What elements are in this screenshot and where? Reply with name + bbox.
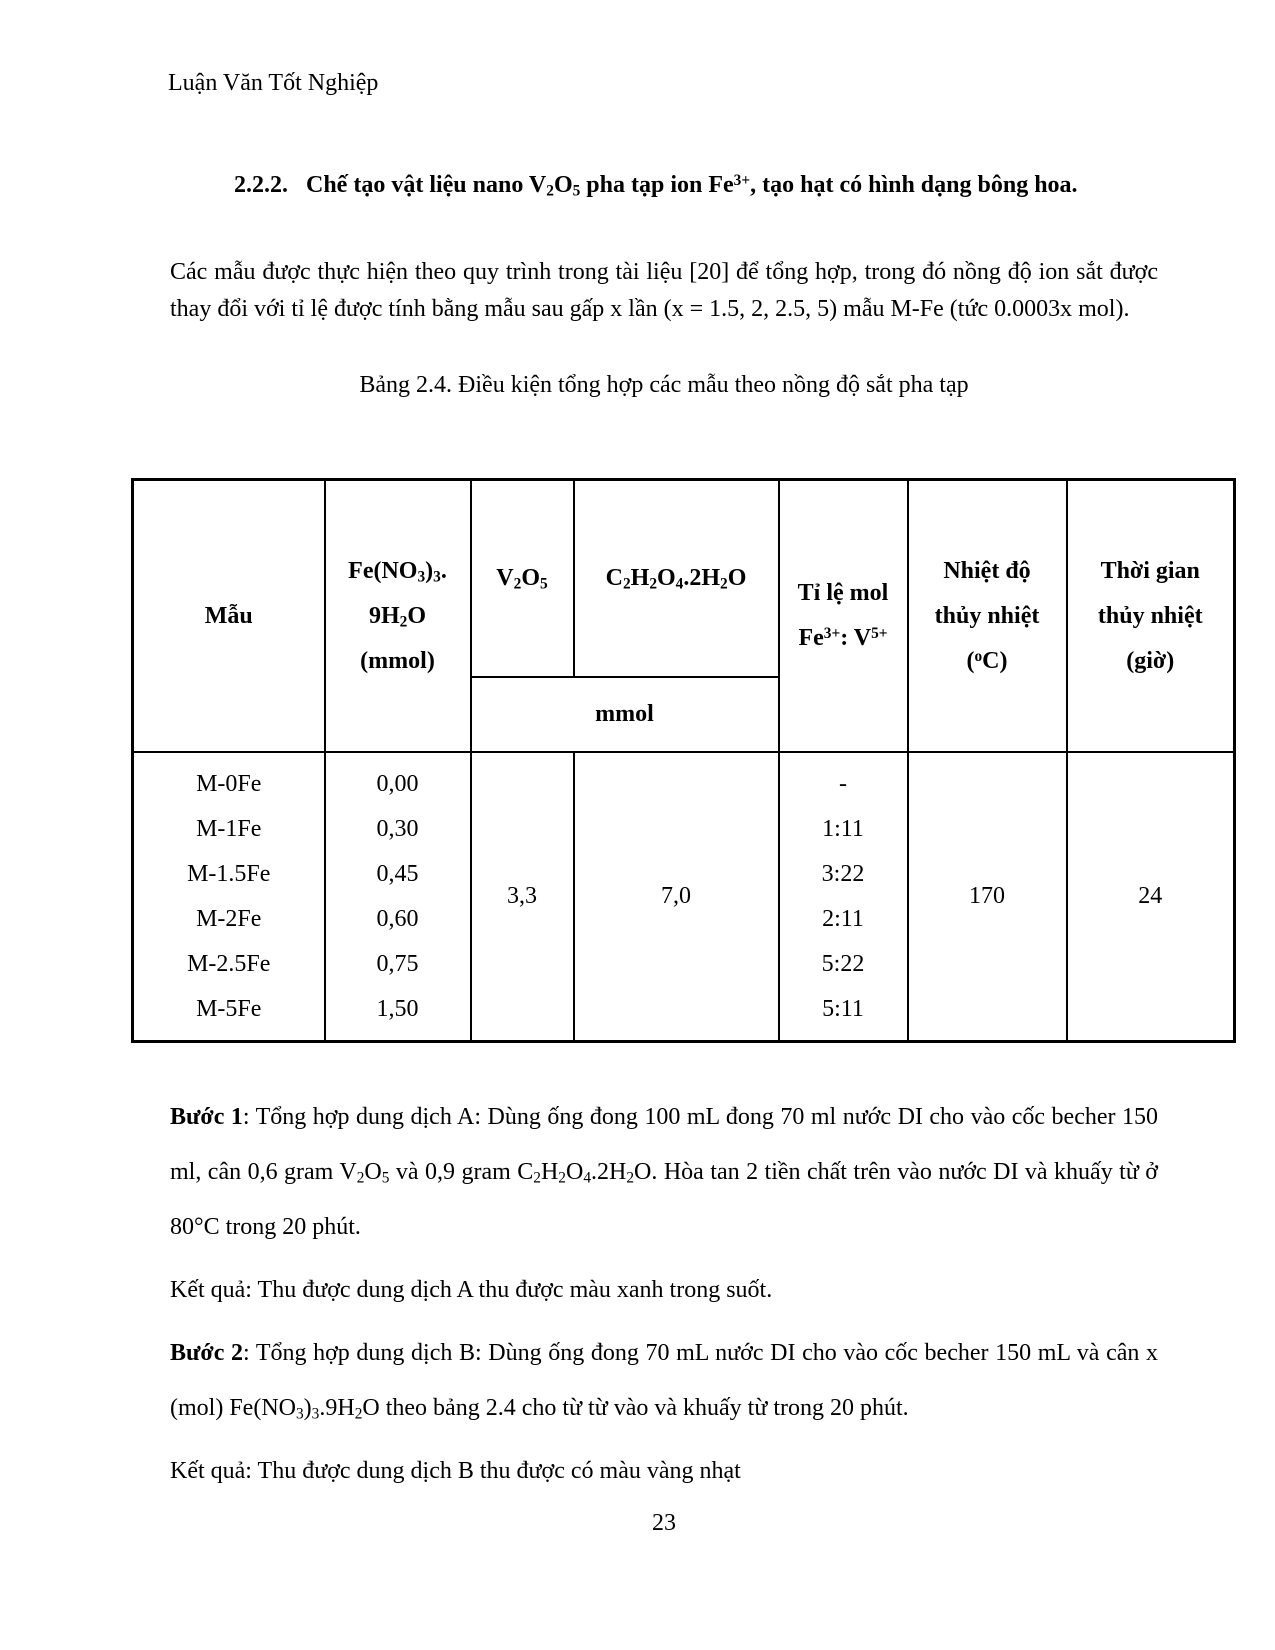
fe-nitrate-value: 0,75: [376, 950, 419, 977]
table-header-row: [133, 480, 1235, 678]
ratio-value: 5:11: [822, 995, 864, 1022]
ratio-value: 5:22: [821, 950, 865, 977]
step-1-paragraph: Bước 1: Tổng hợp dung dịch A: Dùng ống đong 100 mL đong 70 ml nước DI cho vào cốc becher 150 ml, cân 0,6 gram $V_2O_5$ và 0,9 gram $C_2H_2O_4.2H_2O$. Hòa tan 2 tiền chất trên vào nước DI và khuấy từ ở 80°C trong 20 phút.: [170, 1104, 1159, 1240]
section-title: Chế tạo vật liệu nano $V_2O_5$ pha tạp ion $Fe^{3+}$, tạo hạt có hình dạng bông hoa.: [306, 172, 1078, 200]
intro-paragraph: Các mẫu được thực hiện theo quy trình trong tài liệu [20] để tổng hợp, trong đó nồng độ ion sắt được thay đổi với tỉ lệ được tính bằng mẫu sau gấp x lần (x = 1.5, 2, 2.5, 5) mẫu M-Fe (tức 0.0003x mol).: [170, 259, 1158, 322]
sample-name: M-0Fe: [196, 770, 262, 797]
ratio-values-cell: [779, 752, 908, 1042]
ratio-value: -: [839, 770, 847, 797]
sample-name: M-1.5Fe: [187, 860, 271, 887]
col-header-hydrothermal-time: Thời gian thủy nhiệt (giờ): [1067, 480, 1235, 753]
table-caption: Bảng 2.4. Điều kiện tổng hợp các mẫu theo nồng độ sắt pha tạp: [359, 372, 969, 398]
col-header-mol-ratio: Tỉ lệ mol $Fe^{3+}$: $V^{5+}$: [779, 480, 908, 753]
fe-nitrate-value: 0,60: [376, 905, 419, 932]
page-number: 23: [652, 1510, 676, 1536]
table-body-row: [133, 752, 1235, 1042]
section-number: 2.2.2.: [234, 172, 288, 198]
synthesis-conditions-table: [131, 478, 1236, 1043]
fe-nitrate-value: 0,00: [376, 770, 419, 797]
v2o5-value-cell: 3,3: [471, 752, 574, 1042]
ratio-value: 1:11: [822, 815, 864, 842]
step-2-paragraph: Bước 2: Tổng hợp dung dịch B: Dùng ống đong 70 mL nước DI cho vào cốc becher 150 mL và cân x (mol) $Fe(NO_3)_3.9H_2O$ theo bảng 2.4 cho từ từ vào và khuấy từ trong 20 phút.: [170, 1340, 1159, 1423]
ratio-value: 2:11: [822, 905, 864, 932]
ratio-value: 3:22: [821, 860, 865, 887]
fe-nitrate-value: 1,50: [376, 995, 419, 1022]
fe-nitrate-values-cell: [325, 752, 471, 1042]
result-2-paragraph: Kết quả: Thu được dung dịch B thu được có màu vàng nhạt: [170, 1458, 741, 1484]
sample-names-cell: [133, 752, 325, 1042]
fe-nitrate-value: 0,30: [376, 815, 419, 842]
subheader-mmol: mmol: [471, 677, 779, 752]
col-header-hydrothermal-temp: Nhiệt độ thủy nhiệt ($^o$C): [908, 480, 1067, 753]
time-value-cell: 24: [1067, 752, 1235, 1042]
sample-name: M-2Fe: [196, 905, 262, 932]
col-header-oxalic-acid: $C_2H_2O_4.2H_2O$: [574, 480, 779, 678]
sample-name: M-5Fe: [196, 995, 262, 1022]
fe-nitrate-value: 0,45: [376, 860, 419, 887]
col-header-sample: Mẫu: [133, 480, 325, 753]
temperature-value-cell: 170: [908, 752, 1067, 1042]
sample-name: M-2.5Fe: [187, 950, 271, 977]
col-header-fe-nitrate: $Fe(NO_3)_3$. $9H_2O$ (mmol): [325, 480, 471, 753]
result-1-paragraph: Kết quả: Thu được dung dịch A thu được màu xanh trong suốt.: [170, 1277, 773, 1303]
section-heading: [234, 160, 1210, 210]
procedure-section: [170, 1090, 1158, 1499]
col-header-v2o5: $V_2O_5$: [471, 480, 574, 678]
oxalic-value-cell: 7,0: [574, 752, 779, 1042]
running-head: Luận Văn Tốt Nghiệp: [168, 70, 379, 96]
sample-name: M-1Fe: [196, 815, 262, 842]
